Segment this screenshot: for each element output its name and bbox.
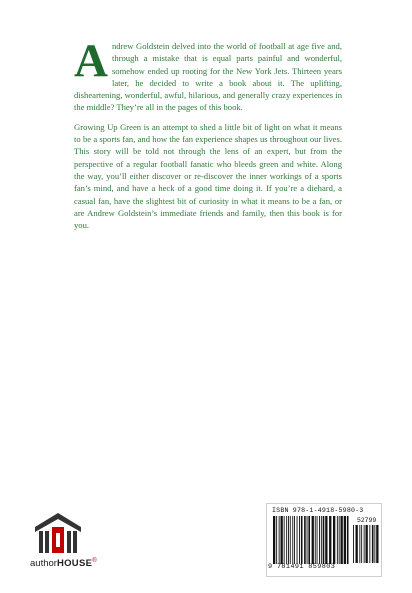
back-cover-blurb <box>74 35 342 238</box>
house-bookshelf-icon <box>34 512 82 554</box>
publisher-wordmark <box>30 558 97 569</box>
blurb-paragraph-1 <box>74 35 342 114</box>
publisher-name-suffix: HOUSE <box>56 558 93 570</box>
drop-cap-letter: A <box>74 35 108 87</box>
barcode-addon-bars <box>353 525 379 563</box>
isbn-text: ISBN 978-1-4918-5980-3 <box>272 507 364 514</box>
barcode-bars <box>273 516 349 564</box>
blurb-paragraph-2: Growing Up Green is an attempt to shed a little bit of light on what it means to be a sports fan, and how the fan experience shapes us throughout our lives. This story will be told not through the lens of an expert, but from the perspective of a regular football fanatic who bleeds green and white. Along the way, you’ll either discover or re-discover the inner workings of a sports fan’s mind, and have a heck of a good time doing it. If you’re a diehard, a casual fan, have the slightest bit of curiosity in what it means to be a fan, or are Andrew Goldstein’s immediate friends and family, then this book is for you. <box>74 121 342 231</box>
barcode-digits: 9 781491 859803 <box>268 563 336 571</box>
publisher-name-prefix: author <box>30 558 57 570</box>
blurb-paragraph-1-text: ndrew Goldstein delved into the world of football at age five and, through a mistake that is equal parts painful and wonderful, somehow ended up rooting for the New York Jets. Thirteen years later, he decided to write a book about it. The uplifting, disheartening, wonderful, awful, hilarious, and generally crazy experiences in the middle? They’re all in the pages of this book. <box>74 41 342 113</box>
barcode-price-code: 52799 <box>357 517 377 524</box>
registered-mark: ® <box>92 558 97 564</box>
